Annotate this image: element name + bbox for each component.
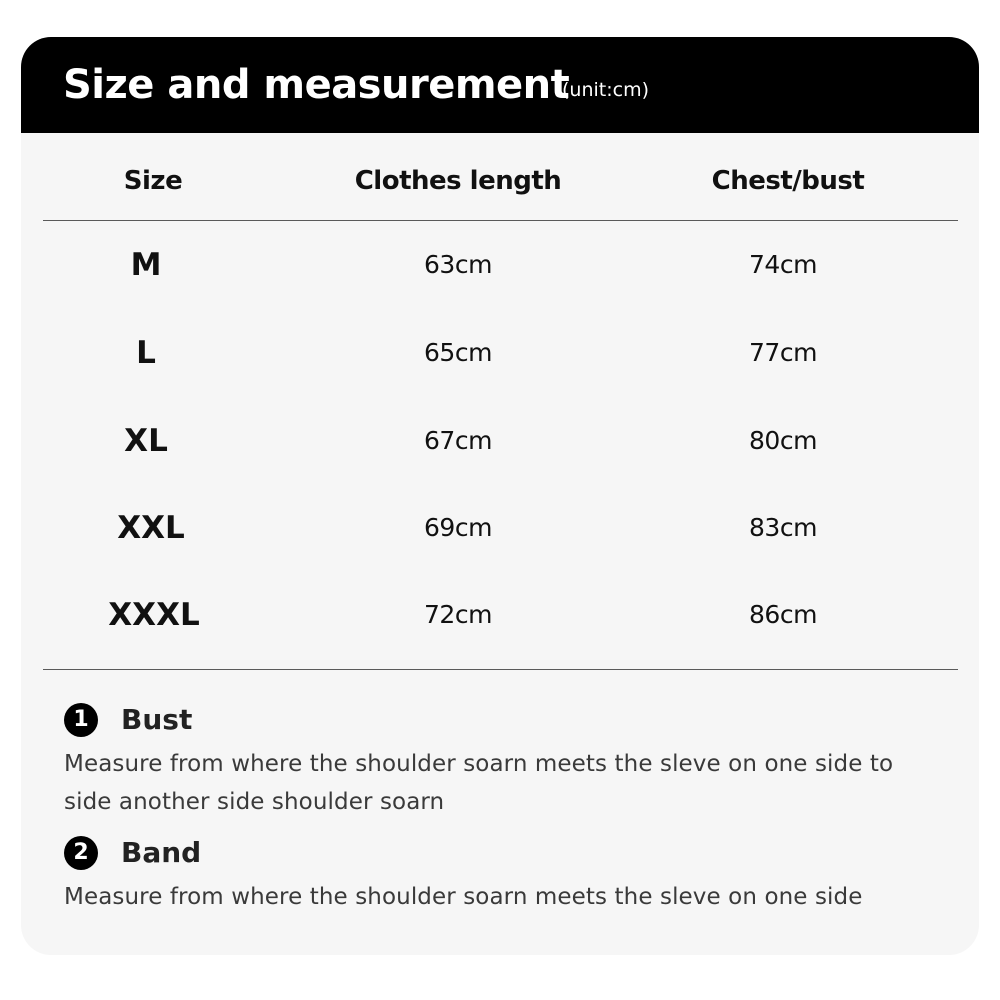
unit-label: (unit:cm) [562,79,649,101]
clothes-length-cell: 67cm [424,426,492,455]
column-header-size: Size [123,166,183,196]
number-two-badge: 2 [64,836,98,870]
chest-bust-cell: 83cm [749,513,817,542]
column-header-clothes-length: Clothes length [354,166,562,196]
size-cell: XL [124,423,168,459]
note-title: Bust [121,703,193,736]
table-row [21,498,979,558]
size-cell: XXL [117,510,185,546]
table-top-divider [43,220,958,221]
chest-bust-cell: 74cm [749,250,817,279]
table-bottom-divider [43,669,958,670]
size-cell: M [130,247,162,283]
page-title: Size and measurement [63,62,570,108]
size-chart-card [21,37,979,955]
note-description: Measure from where the shoulder soarn meets the sleve on one side to side another side shoulder soarn [64,751,894,815]
chest-bust-cell: 86cm [749,600,817,629]
table-row [21,585,979,645]
clothes-length-cell: 72cm [424,600,492,629]
note-title: Band [121,836,202,869]
size-cell: L [136,335,156,371]
note-description: Measure from where the shoulder soarn meets the sleve on one side [64,884,863,910]
clothes-length-cell: 63cm [424,250,492,279]
table-row [21,411,979,471]
table-row [21,235,979,295]
table-row [21,323,979,383]
number-one-badge: 1 [64,703,98,737]
size-cell: XXXL [108,597,200,633]
clothes-length-cell: 69cm [424,513,492,542]
header-bar [21,37,979,133]
clothes-length-cell: 65cm [424,338,492,367]
column-header-chest-bust: Chest/bust [711,166,865,196]
chest-bust-cell: 77cm [749,338,817,367]
chest-bust-cell: 80cm [749,426,817,455]
